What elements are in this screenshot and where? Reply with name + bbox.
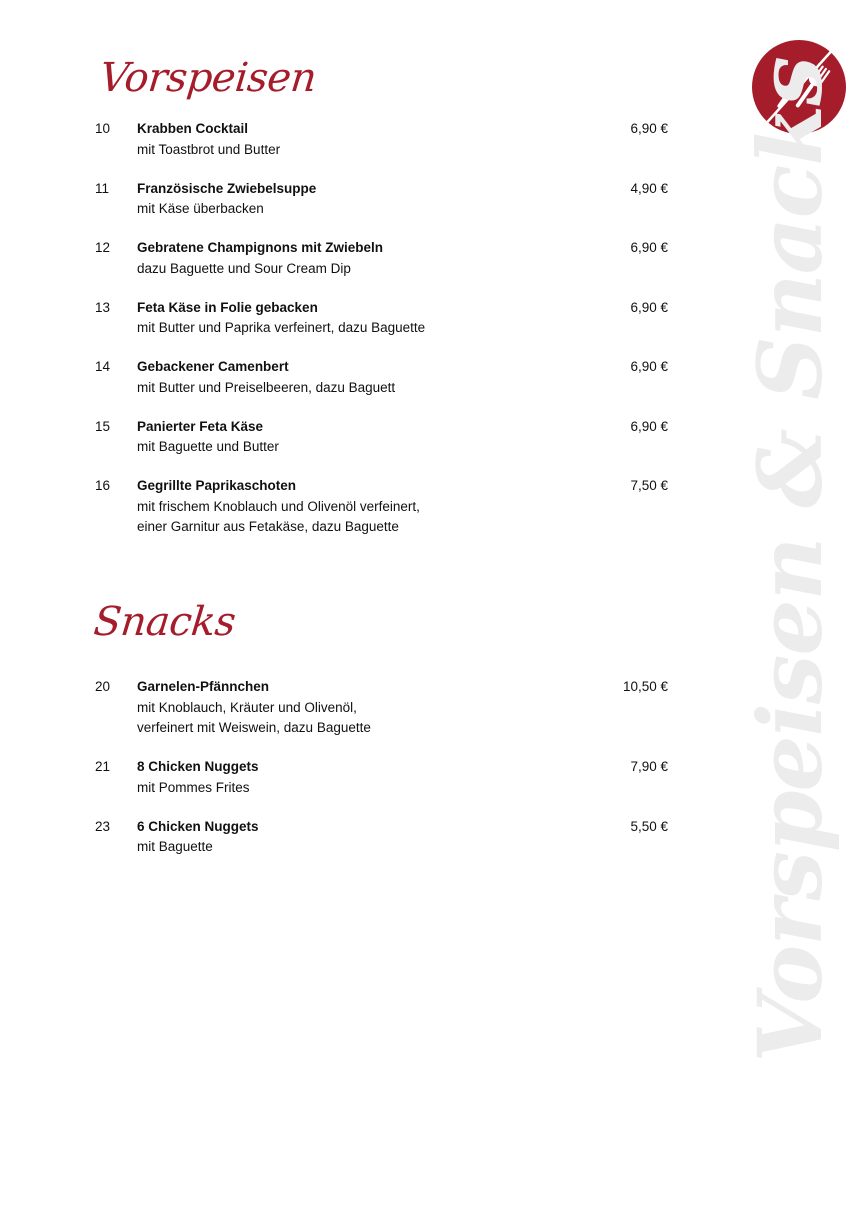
item-name: Gebratene Champignons mit Zwiebeln [137, 240, 384, 255]
item-number: 21 [95, 759, 111, 774]
menu-item [95, 357, 675, 398]
item-number: 12 [95, 240, 111, 255]
item-price: 4,90 € [630, 180, 668, 196]
menu-item [95, 179, 675, 220]
item-name: Gebackener Camenbert [137, 359, 289, 374]
menu-item [95, 119, 675, 160]
item-number: 11 [95, 180, 110, 196]
item-price: 6,90 € [630, 299, 668, 315]
item-number: 14 [95, 359, 111, 374]
item-description: mit Butter und Paprika verfeinert, dazu Baguette [137, 320, 426, 335]
item-description: mit Baguette [137, 839, 213, 854]
menu-item [95, 757, 675, 798]
item-price: 6,90 € [630, 240, 668, 255]
item-price: 6,90 € [630, 359, 668, 374]
item-name: Feta Käse in Folie gebacken [137, 299, 318, 315]
item-number: 23 [95, 818, 111, 834]
section-title-vorspeisen: Vorspeisen [97, 55, 319, 101]
item-name: 6 Chicken Nuggets [137, 818, 259, 834]
menu-list-vorspeisen [95, 119, 675, 556]
item-number: 16 [95, 478, 111, 493]
item-name: Französische Zwiebelsuppe [137, 180, 317, 196]
item-description: mit Pommes Frites [137, 779, 250, 795]
item-name: Krabben Cocktail [137, 121, 249, 136]
item-description: dazu Baguette und Sour Cream Dip [137, 260, 351, 276]
item-price: 10,50 € [622, 679, 668, 694]
item-name: Gegrillte Paprikaschoten [137, 478, 297, 493]
watermark-text: Vorspeisen & Snacks [738, 57, 842, 1063]
section-title-snacks: Snacks [91, 599, 238, 645]
item-price: 5,50 € [630, 818, 668, 834]
item-price: 7,50 € [630, 478, 668, 493]
item-description: mit Knoblauch, Kräuter und Olivenöl, verfeinert mit Weiswein, dazu Baguette [137, 699, 371, 735]
item-price: 6,90 € [630, 121, 668, 136]
item-number: 10 [95, 121, 111, 136]
menu-item [95, 677, 675, 739]
menu-item [95, 417, 675, 458]
item-name: Panierter Feta Käse [137, 418, 264, 434]
menu-item [95, 817, 675, 858]
item-price: 6,90 € [630, 418, 668, 434]
menu-item [95, 238, 675, 279]
item-description: mit Toastbrot und Butter [137, 141, 281, 157]
item-name: 8 Chicken Nuggets [137, 759, 259, 774]
menu-list-snacks [95, 677, 675, 876]
item-description: mit Butter und Preiselbeeren, dazu Baguett [137, 379, 396, 395]
item-description: mit frischem Knoblauch und Olivenöl verfeinert, einer Garnitur aus Fetakäse, dazu Baguette [137, 498, 420, 534]
item-number: 20 [95, 679, 111, 694]
item-description: mit Baguette und Butter [137, 439, 279, 454]
item-number: 15 [95, 418, 111, 434]
menu-item [95, 298, 675, 339]
item-description: mit Käse überbacken [137, 201, 264, 216]
item-number: 13 [95, 299, 111, 315]
item-price: 7,90 € [630, 759, 668, 774]
item-name: Garnelen-Pfännchen [137, 679, 270, 694]
menu-item [95, 476, 675, 538]
